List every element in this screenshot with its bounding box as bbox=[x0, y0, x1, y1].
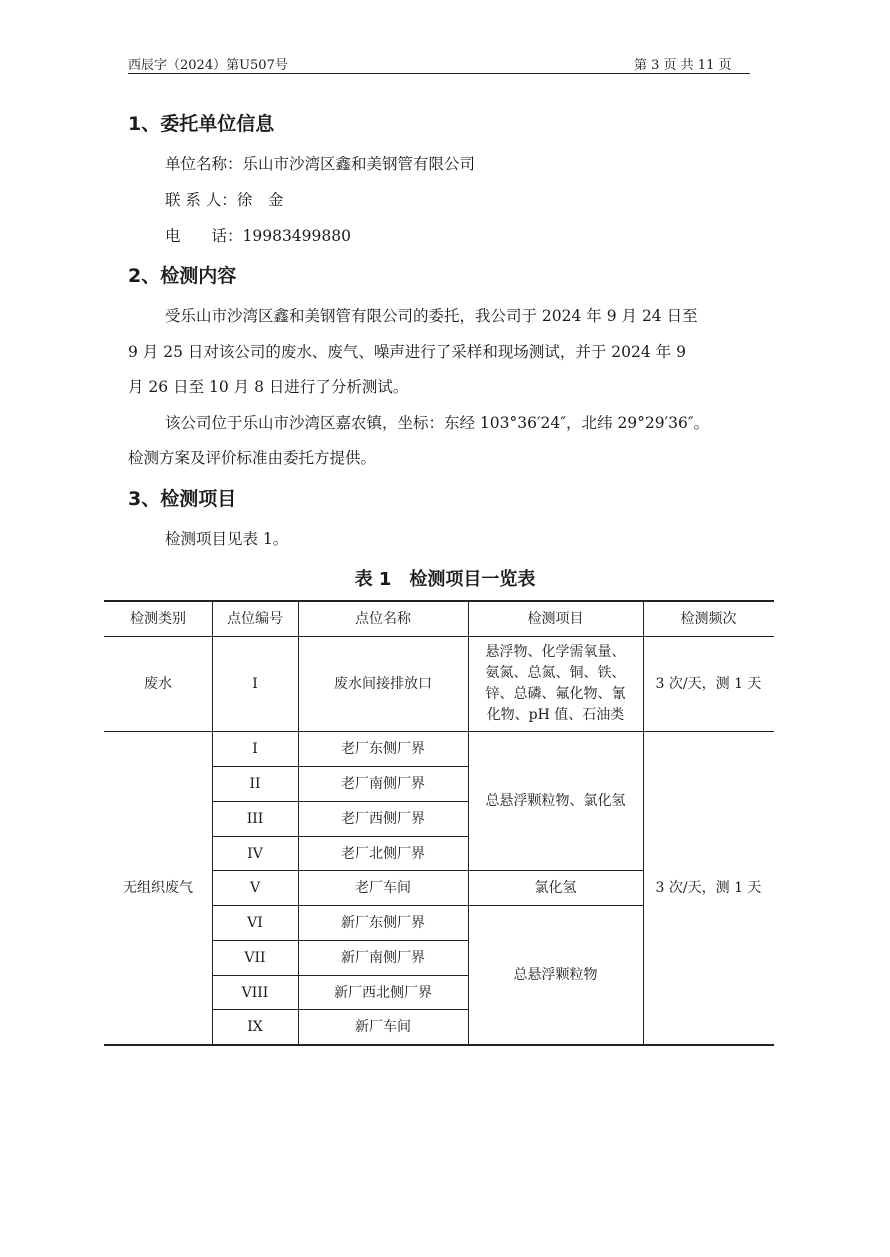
wastewater-items-line: 氨氮、总氮、铜、铁、 bbox=[485, 665, 626, 681]
air-point-name: 老厂西侧厂界 bbox=[341, 811, 425, 827]
air-point-name: 老厂北侧厂界 bbox=[341, 845, 425, 862]
content-para1-line3: 月 26 日至 10 月 8 日进行了分析测试。 bbox=[128, 378, 409, 396]
air-frequency: 3 次/天，测 1 天 bbox=[655, 880, 762, 896]
air-point-name: 新厂西北侧厂界 bbox=[334, 984, 432, 1001]
air-point-name: 新厂南侧厂界 bbox=[341, 950, 425, 966]
section1-title: 1、委托单位信息 bbox=[128, 113, 275, 135]
content-para1-line2: 9 月 25 日对该公司的废水、废气、噪声进行了采样和现场测试，并于 2024 年 9 bbox=[128, 343, 686, 361]
table-caption: 表 1 检测项目一览表 bbox=[354, 569, 536, 590]
wastewater-point-name: 废水间接排放口 bbox=[334, 676, 432, 692]
air-point-name: 老厂南侧厂界 bbox=[341, 776, 425, 792]
content-para2-line1: 该公司位于乐山市沙湾区嘉农镇，坐标：东经 103°36′24″，北纬 29°29′36″。 bbox=[165, 414, 710, 432]
air-point-name: 老厂东侧厂界 bbox=[341, 741, 425, 757]
air-point-id: VI bbox=[247, 915, 263, 931]
wastewater-items-line: 悬浮物、化学需氧量、 bbox=[485, 644, 626, 660]
air-point-name: 老厂车间 bbox=[355, 880, 411, 896]
section3-title: 3、检测项目 bbox=[128, 488, 237, 510]
content-para2-line2: 检测方案及评价标准由委托方提供。 bbox=[128, 449, 377, 467]
header-point-id: 点位编号 bbox=[227, 611, 283, 627]
wastewater-items-line: 化物、pH 值、石油类 bbox=[486, 707, 625, 723]
wastewater-point-id: I bbox=[252, 676, 258, 692]
inspection-items-table bbox=[104, 600, 774, 1046]
air-items-group3: 总悬浮颗粒物 bbox=[513, 967, 598, 983]
phone-line: 电 话：19983499880 bbox=[165, 227, 351, 245]
air-items-group2: 氯化氢 bbox=[534, 880, 577, 896]
section3-intro: 检测项目见表 1。 bbox=[165, 530, 289, 548]
header-rule bbox=[128, 73, 750, 74]
air-point-id: VII bbox=[244, 950, 266, 966]
air-point-id: IV bbox=[247, 845, 263, 862]
wastewater-items-line: 锌、总磷、氟化物、氰 bbox=[485, 686, 626, 702]
document-number: 西辰字（2024）第U507号 bbox=[128, 58, 288, 73]
air-point-id: I bbox=[252, 741, 258, 757]
air-point-id: VIII bbox=[241, 984, 269, 1001]
table-bottom-rule bbox=[104, 1044, 774, 1046]
air-point-name: 新厂东侧厂界 bbox=[341, 915, 425, 931]
air-items-group1: 总悬浮颗粒物、氯化氢 bbox=[485, 793, 626, 809]
air-point-id: IX bbox=[247, 1019, 263, 1035]
air-category: 无组织废气 bbox=[123, 880, 193, 896]
header-items: 检测项目 bbox=[527, 611, 584, 627]
content-para1-line1: 受乐山市沙湾区鑫和美钢管有限公司的委托，我公司于 2024 年 9 月 24 日至 bbox=[165, 307, 698, 325]
air-point-id: III bbox=[246, 811, 264, 827]
air-point-id: V bbox=[249, 880, 261, 896]
section2-title: 2、检测内容 bbox=[128, 265, 237, 287]
header-category: 检测类别 bbox=[130, 611, 186, 627]
page-info: 第 3 页 共 11 页 bbox=[634, 58, 732, 73]
contact-line: 联 系 人：徐 金 bbox=[165, 191, 284, 209]
wastewater-category: 废水 bbox=[144, 676, 172, 692]
header-point-name: 点位名称 bbox=[355, 611, 411, 627]
wastewater-items bbox=[468, 637, 643, 731]
air-point-id: II bbox=[249, 776, 261, 792]
air-point-name: 新厂车间 bbox=[355, 1019, 411, 1035]
company-name-line: 单位名称：乐山市沙湾区鑫和美钢管有限公司 bbox=[165, 155, 476, 173]
header-frequency: 检测频次 bbox=[680, 611, 737, 627]
wastewater-frequency: 3 次/天，测 1 天 bbox=[655, 676, 762, 692]
